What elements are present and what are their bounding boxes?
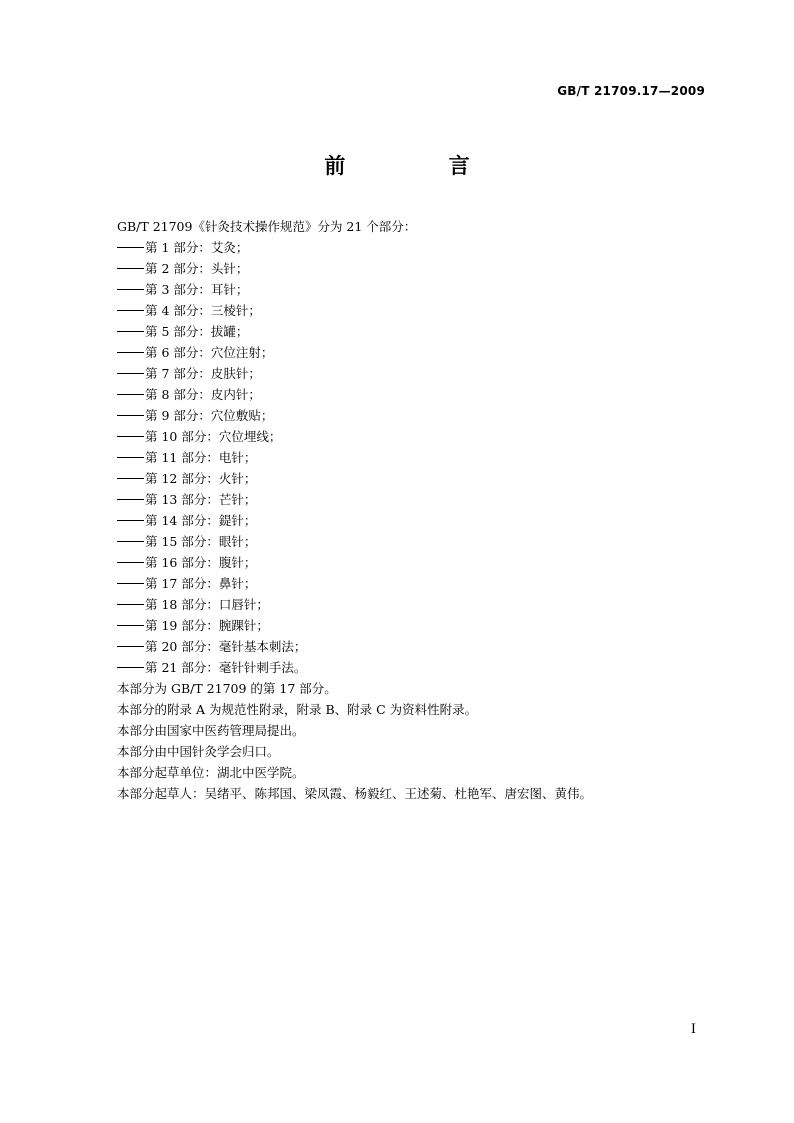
list-item-label: 第 20 部分：毫针基本刺法； [145, 639, 307, 654]
statement-drafting-unit: 本部分起草单位：湖北中医学院。 [117, 765, 305, 780]
list-item [117, 300, 717, 321]
list-item [117, 237, 717, 258]
list-item [117, 321, 717, 342]
list-item-label: 第 18 部分：口唇针； [145, 597, 269, 612]
list-item-label: 第 1 部分：艾灸； [145, 240, 249, 255]
list-item [117, 279, 717, 300]
dash-mark [117, 646, 144, 647]
dash-mark [117, 394, 144, 395]
dash-mark [117, 499, 144, 500]
list-item [117, 405, 717, 426]
list-item-label: 第 17 部分：鼻针； [145, 576, 257, 591]
list-item-label: 第 10 部分：穴位埋线； [145, 429, 282, 444]
list-item [117, 510, 717, 531]
list-item [117, 615, 717, 636]
list-item [117, 594, 717, 615]
list-item [117, 342, 717, 363]
list-item [117, 552, 717, 573]
dash-mark [117, 247, 144, 248]
dash-mark [117, 457, 144, 458]
list-item-label: 第 9 部分：穴位敷贴； [145, 408, 274, 423]
dash-mark [117, 625, 144, 626]
list-item-label: 第 3 部分：耳针； [145, 282, 249, 297]
dash-mark [117, 331, 144, 332]
dash-mark [117, 310, 144, 311]
statement-annexes: 本部分的附录 A 为规范性附录，附录 B、附录 C 为资料性附录。 [117, 702, 478, 717]
dash-mark [117, 436, 144, 437]
list-item [117, 573, 717, 594]
page-title: 前 言 [324, 154, 518, 178]
list-item [117, 363, 717, 384]
list-item [117, 258, 717, 279]
intro-paragraph: GB/T 21709《针灸技术操作规范》分为 21 个部分： [117, 219, 417, 234]
list-item-label: 第 13 部分：芒针； [145, 492, 257, 507]
dash-mark [117, 541, 144, 542]
list-item-label: 第 16 部分：腹针； [145, 555, 257, 570]
dash-mark [117, 562, 144, 563]
list-item-label: 第 7 部分：皮肤针； [145, 366, 261, 381]
statement-drafters: 本部分起草人：吴绪平、陈邦国、梁凤霞、杨毅红、王述菊、杜艳军、唐宏图、黄伟。 [117, 786, 593, 801]
list-item [117, 657, 717, 678]
list-item [117, 447, 717, 468]
dash-mark [117, 520, 144, 521]
list-item-label: 第 6 部分：穴位注射； [145, 345, 274, 360]
list-item-label: 第 2 部分：头针； [145, 261, 249, 276]
list-item-label: 第 21 部分：毫针针刺手法。 [145, 660, 307, 675]
dash-mark [117, 604, 144, 605]
dash-mark [117, 415, 144, 416]
page-number: I [690, 1022, 696, 1037]
list-item-label: 第 4 部分：三棱针； [145, 303, 261, 318]
list-item [117, 489, 717, 510]
list-item-label: 第 15 部分：眼针； [145, 534, 257, 549]
list-item-label: 第 5 部分：拔罐； [145, 324, 249, 339]
list-item-label: 第 19 部分：腕踝针； [145, 618, 269, 633]
parts-list [117, 237, 717, 678]
foreword-body [117, 216, 717, 804]
list-item [117, 531, 717, 552]
dash-mark [117, 352, 144, 353]
dash-mark [117, 373, 144, 374]
dash-mark [117, 289, 144, 290]
dash-mark [117, 583, 144, 584]
list-item-label: 第 14 部分：鍉针； [145, 513, 257, 528]
statement-part-number: 本部分为 GB/T 21709 的第 17 部分。 [117, 681, 337, 696]
list-item-label: 第 12 部分：火针； [145, 471, 257, 486]
list-item [117, 426, 717, 447]
list-item [117, 384, 717, 405]
list-item [117, 636, 717, 657]
list-item [117, 468, 717, 489]
statement-proposer: 本部分由国家中医药管理局提出。 [117, 723, 305, 738]
statement-centralized-unit: 本部分由中国针灸学会归口。 [117, 744, 280, 759]
list-item-label: 第 11 部分：电针； [145, 450, 257, 465]
standard-number: GB/T 21709.17—2009 [557, 84, 705, 98]
list-item-label: 第 8 部分：皮内针； [145, 387, 261, 402]
statements [117, 678, 717, 804]
dash-mark [117, 268, 144, 269]
dash-mark [117, 478, 144, 479]
dash-mark [117, 667, 144, 668]
